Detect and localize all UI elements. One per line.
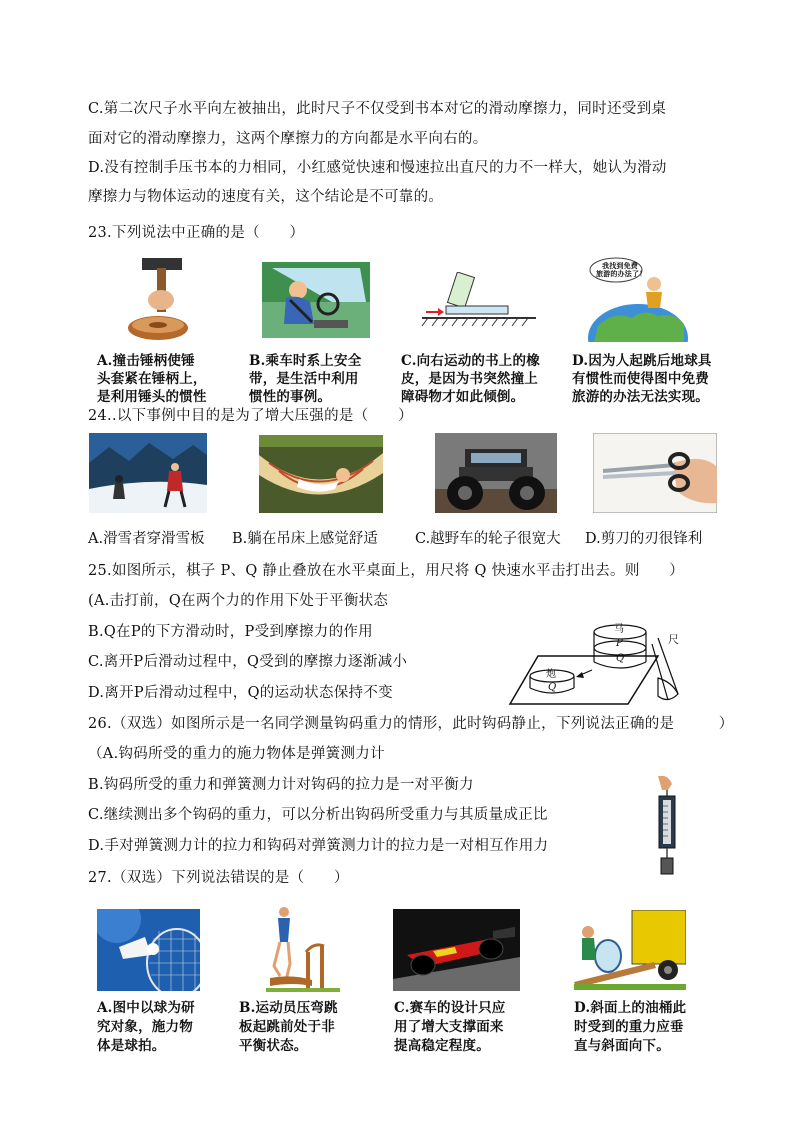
q23-option-b-line-3: 惯性的事例。 [249, 389, 332, 405]
q27-option-b-line-1: B.运动员压弯跳 [239, 1000, 338, 1016]
hammer-image [124, 258, 196, 344]
piece-q-label: Q [616, 653, 625, 664]
q27-option-c-line-3: 提高稳定程度。 [394, 1038, 490, 1054]
q27-option-a-line-2: 究对象，施力物 [97, 1019, 193, 1035]
skier-image [89, 433, 207, 513]
option-d-line-1: D.没有控制手压书本的力相同，小红感觉快速和慢速拉出直尺的力不一样大，她认为滑动 [88, 160, 667, 176]
piece-top-label: 马 [614, 624, 624, 635]
question-27-stem: 27.（双选）下列说法错误的是（ ） [88, 870, 349, 886]
q23-option-b-line-1: B.乘车时系上安全 [249, 353, 362, 369]
q23-option-a-line-3: 是利用锤头的惯性 [97, 389, 207, 405]
car-seatbelt-image [262, 262, 370, 338]
q25-option-b: B.Q在P的下方滑动时，P受到摩擦力的作用 [88, 624, 373, 640]
scissors-image [593, 433, 717, 513]
q27-option-a-line-1: A.图中以球为研 [97, 1000, 195, 1016]
q23-option-a-line-2: 头套紧在锤柄上， [97, 371, 207, 387]
q24-option-b: B.躺在吊床上感觉舒适 [232, 531, 378, 547]
q26-option-a: （A.钩码所受的重力的施力物体是弹簧测力计 [88, 746, 385, 762]
monster-truck-image [435, 433, 557, 513]
q27-option-c-line-1: C.赛车的设计只应 [394, 1000, 506, 1016]
q26-option-b: B.钩码所受的重力和弹簧测力计对钩码的拉力是一对平衡力 [88, 777, 474, 793]
hammock-image [259, 435, 383, 513]
poster-text-line-1: 我找到免费 [602, 261, 638, 270]
race-car-image [393, 909, 520, 991]
option-c-line-1: C.第二次尺子水平向左被抽出，此时尺子不仅受到书本对它的滑动摩擦力，同时还受到桌 [88, 101, 667, 117]
q23-option-a-line-1: A.撞击锤柄使锤 [97, 353, 195, 369]
q23-option-c-line-3: 障碍物才如此倾倒。 [401, 389, 525, 405]
q25-option-a: (A.击打前，Q在两个力的作用下处于平衡状态 [88, 593, 389, 609]
chess-pieces-figure [508, 618, 686, 708]
q25-option-d: D.离开P后滑动过程中，Q的运动状态保持不变 [88, 685, 393, 701]
q24-option-a: A.滑雪者穿滑雪板 [88, 531, 205, 547]
spring-scale-image [650, 776, 684, 876]
q23-option-c-line-2: 皮，是因为书突然撞上 [401, 371, 538, 387]
question-24-stem: 24..以下事例中目的是为了增大压强的是（ ） [88, 408, 413, 424]
option-d-line-2: 摩擦力与物体运动的速度有关，这个结论是不可靠的。 [88, 189, 444, 205]
piece-p-label: P [616, 638, 623, 649]
book-eraser-image [418, 272, 538, 328]
q26-option-c: C.继续测出多个钩码的重力，可以分析出钩码所受重力与其质量成正比 [88, 807, 548, 823]
q23-option-d-line-3: 旅游的办法无法实现。 [572, 389, 709, 405]
q26-option-d: D.手对弹簧测力计的拉力和钩码对弹簧测力计的拉力是一对相互作用力 [88, 838, 549, 854]
q27-option-d-line-1: D.斜面上的油桶此 [574, 1000, 687, 1016]
q24-option-d: D.剪刀的刃很锋利 [585, 531, 703, 547]
diver-springboard-image [262, 906, 342, 994]
ruler-label: 尺 [668, 633, 679, 646]
q27-option-d-line-3: 直与斜面向下。 [574, 1038, 670, 1054]
badminton-image [97, 909, 200, 991]
poster-text-line-2: 旅游的办法了！ [596, 269, 647, 278]
piece-q-moved-label: Q [548, 682, 557, 693]
question-23-stem: 23.下列说法中正确的是（ ） [88, 225, 305, 241]
option-c-line-2: 面对它的滑动摩擦力，这两个摩擦力的方向都是水平向右的。 [88, 131, 488, 147]
q27-option-d-line-2: 时受到的重力应垂 [574, 1019, 684, 1035]
q27-option-b-line-3: 平衡状态。 [239, 1038, 308, 1054]
barrel-incline-image [574, 910, 686, 990]
question-26-stem: 26.（双选）如图所示是一名同学测量钩码重力的情形，此时钩码静止，下列说法正确的是 ） [88, 716, 734, 732]
q25-option-c: C.离开P后滑动过程中，Q受到的摩擦力逐渐减小 [88, 654, 408, 670]
question-25-stem: 25.如图所示，棋子 P、Q 静止叠放在水平桌面上，用尺将 Q 快速水平击打出去。则 ） [88, 563, 685, 579]
q27-option-c-line-2: 用了增大支撑面来 [394, 1019, 504, 1035]
q24-option-c: C.越野车的轮子很宽大 [415, 531, 561, 547]
q27-option-a-line-3: 体是球拍。 [97, 1038, 166, 1054]
piece-q-char: 炮 [546, 669, 556, 680]
q23-option-c-line-1: C.向右运动的书上的橡 [401, 353, 540, 369]
q23-option-b-line-2: 带，是生活中利用 [249, 371, 359, 387]
q23-option-d-line-1: D.因为人起跳后地球具 [572, 353, 712, 369]
q27-option-b-line-2: 板起跳前处于非 [239, 1019, 335, 1035]
q23-option-d-line-2: 有惯性而使得图中免费 [572, 371, 709, 387]
